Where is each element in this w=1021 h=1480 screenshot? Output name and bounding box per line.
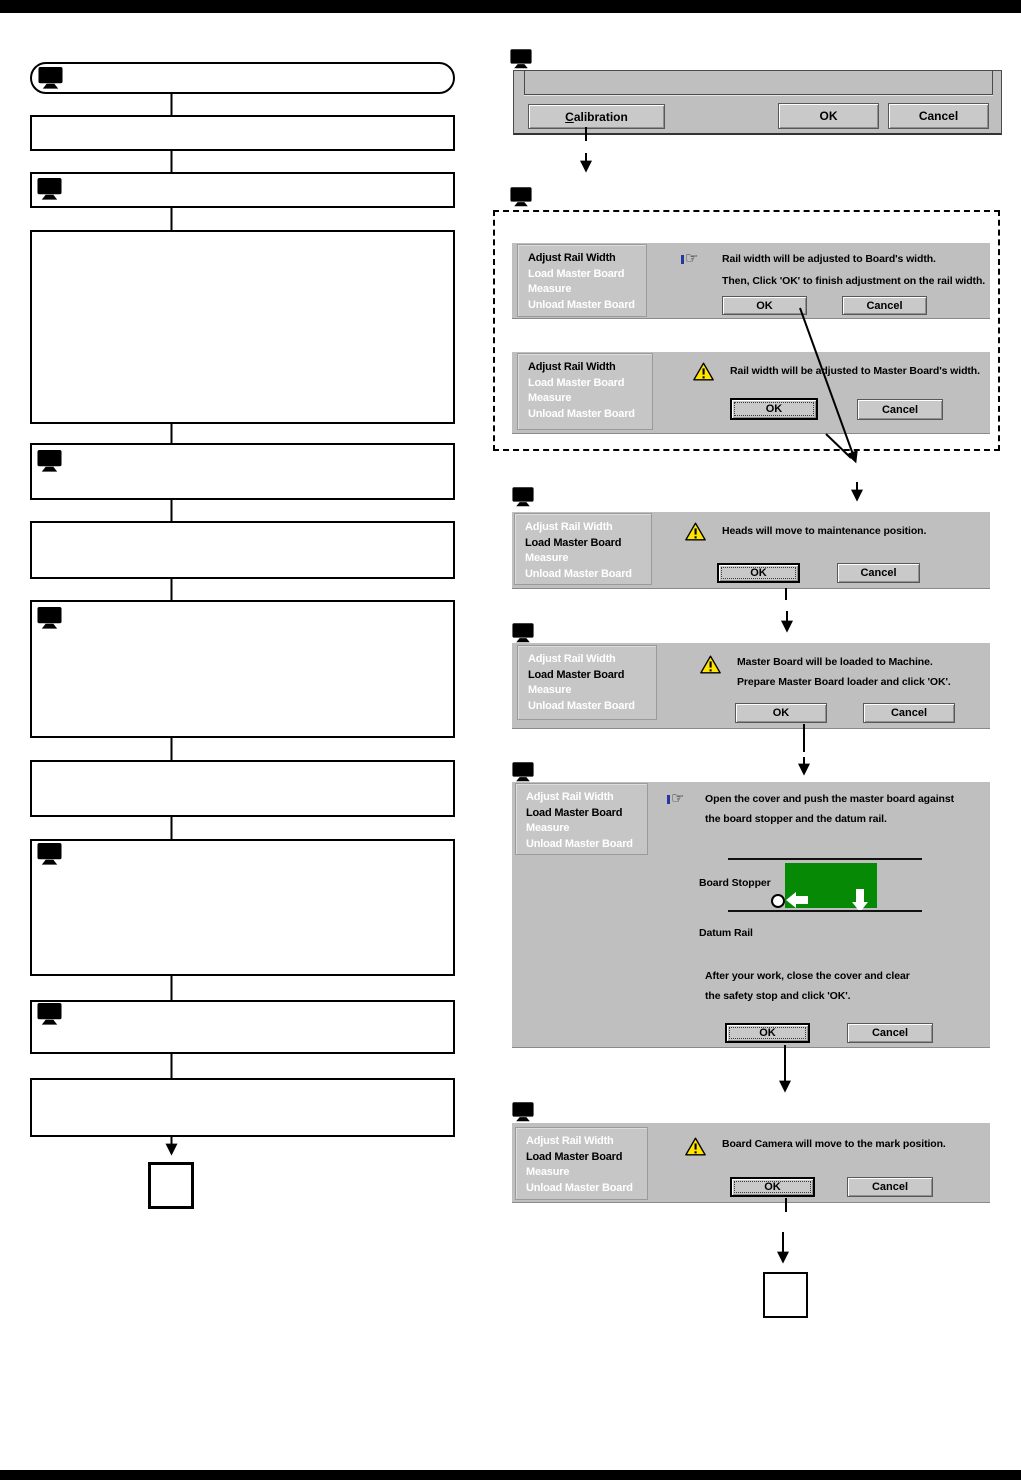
datum-rail-line (728, 910, 922, 912)
ok-button[interactable]: OK (735, 703, 827, 723)
pointing-hand-icon: ☞ (667, 792, 684, 806)
dialog-message: the board stopper and the datum rail. (705, 813, 887, 825)
step-load-master-board: Load Master Board (526, 1150, 623, 1163)
step-list (517, 353, 653, 430)
datum-rail-label: Datum Rail (699, 927, 753, 939)
flow-step-box-7 (30, 600, 455, 738)
step-load-master-board: Load Master Board (528, 267, 625, 280)
step-unload-master-board: Unload Master Board (526, 1181, 633, 1194)
step-measure: Measure (526, 1166, 570, 1178)
step-measure: Measure (528, 684, 572, 696)
monitor-icon (510, 186, 535, 210)
warning-icon (685, 522, 706, 541)
step-unload-master-board: Unload Master Board (528, 298, 635, 311)
dialog-message: Open the cover and push the master board against (705, 793, 955, 805)
dialog-rail-width-board (512, 243, 990, 318)
ok-button[interactable]: OK (722, 296, 807, 315)
dialog-message: Master Board will be loaded to Machine. (737, 656, 933, 668)
step-load-master-board: Load Master Board (528, 376, 625, 389)
step-adjust-rail-width: Adjust Rail Width (526, 1135, 614, 1147)
dialog-message: Prepare Master Board loader and click 'OK'. (737, 676, 951, 688)
flow-step-box-9 (30, 839, 455, 976)
step-load-master-board: Load Master Board (526, 806, 623, 819)
step-measure: Measure (525, 552, 569, 564)
board-stopper-pin (771, 894, 785, 908)
step-adjust-rail-width: Adjust Rail Width (525, 521, 613, 533)
dialog-open-cover (512, 782, 990, 1047)
monitor-icon (37, 449, 62, 473)
step-list (517, 645, 657, 720)
dialog-message: Heads will move to maintenance position. (722, 525, 927, 537)
cancel-button[interactable]: Cancel (847, 1023, 933, 1043)
ok-button[interactable]: OK (730, 398, 818, 420)
flow-step-box-3 (30, 172, 455, 208)
cancel-button[interactable]: Cancel (837, 563, 920, 583)
dialog-message: Board Camera will move to the mark position. (722, 1138, 946, 1150)
ok-button[interactable]: OK (778, 103, 879, 129)
step-adjust-rail-width: Adjust Rail Width (528, 252, 616, 264)
flow-step-box-6 (30, 521, 455, 579)
bottom-border-bar (0, 1470, 1021, 1480)
step-unload-master-board: Unload Master Board (528, 699, 635, 712)
step-list (514, 513, 652, 585)
step-load-master-board: Load Master Board (528, 668, 625, 681)
step-list (515, 783, 648, 855)
monitor-icon (512, 1101, 537, 1125)
step-list (517, 244, 647, 317)
flow-step-box-8 (30, 760, 455, 817)
cancel-button[interactable]: Cancel (857, 399, 943, 420)
monitor-icon (512, 486, 537, 510)
step-measure: Measure (526, 822, 570, 834)
monitor-icon (37, 1002, 62, 1026)
cancel-button[interactable]: Cancel (863, 703, 955, 723)
dialog-message: Rail width will be adjusted to Master Board's width. (730, 365, 980, 377)
cancel-button[interactable]: Cancel (847, 1177, 933, 1197)
flow-connector-square-right (763, 1272, 808, 1318)
calibration-button[interactable]: Calibration (528, 104, 665, 129)
step-measure: Measure (528, 392, 572, 404)
dialog-rail-width-master-board (512, 352, 990, 433)
warning-icon (700, 655, 721, 674)
dialog-settings-fragment (513, 70, 1002, 135)
dialog-message: After your work, close the cover and clear (705, 970, 910, 982)
dialog-list-frame (524, 70, 993, 95)
step-measure: Measure (528, 283, 572, 295)
monitor-icon (510, 48, 535, 72)
dialog-load-master-board (512, 643, 990, 728)
flow-start-node (30, 62, 455, 94)
push-left-arrow (786, 892, 808, 908)
flow-step-box-4 (30, 230, 455, 424)
flow-step-box-5 (30, 443, 455, 500)
step-unload-master-board: Unload Master Board (525, 567, 632, 580)
step-adjust-rail-width: Adjust Rail Width (528, 653, 616, 665)
dialog-message: Rail width will be adjusted to Board's width. (722, 253, 936, 265)
step-unload-master-board: Unload Master Board (526, 837, 633, 850)
flow-step-box-10 (30, 1000, 455, 1054)
step-adjust-rail-width: Adjust Rail Width (526, 791, 614, 803)
cancel-button[interactable]: Cancel (888, 103, 989, 129)
step-adjust-rail-width: Adjust Rail Width (528, 361, 616, 373)
ok-button[interactable]: OK (717, 563, 800, 583)
dialog-message: Then, Click 'OK' to finish adjustment on the rail width. (722, 275, 986, 287)
dialog-message: the safety stop and click 'OK'. (705, 990, 851, 1002)
warning-icon (685, 1137, 706, 1156)
step-unload-master-board: Unload Master Board (528, 407, 635, 420)
monitor-icon (37, 177, 62, 201)
ok-button[interactable]: OK (730, 1177, 815, 1197)
cancel-button[interactable]: Cancel (842, 296, 927, 315)
dialog-heads-move (512, 512, 990, 588)
monitor-icon (37, 842, 62, 866)
step-list (515, 1127, 648, 1200)
ok-button[interactable]: OK (725, 1023, 810, 1043)
dialog-board-camera (512, 1123, 990, 1202)
flow-step-box-11 (30, 1078, 455, 1137)
flow-connector-square-left (148, 1162, 194, 1209)
monitor-icon (38, 66, 63, 90)
warning-icon (693, 362, 714, 381)
pointing-hand-icon: ☞ (681, 252, 698, 266)
monitor-icon (37, 606, 62, 630)
step-load-master-board: Load Master Board (525, 536, 622, 549)
top-border-bar (0, 0, 1021, 13)
top-rail-line (728, 858, 922, 860)
board-stopper-label: Board Stopper (699, 877, 771, 889)
flow-step-box-2 (30, 115, 455, 151)
